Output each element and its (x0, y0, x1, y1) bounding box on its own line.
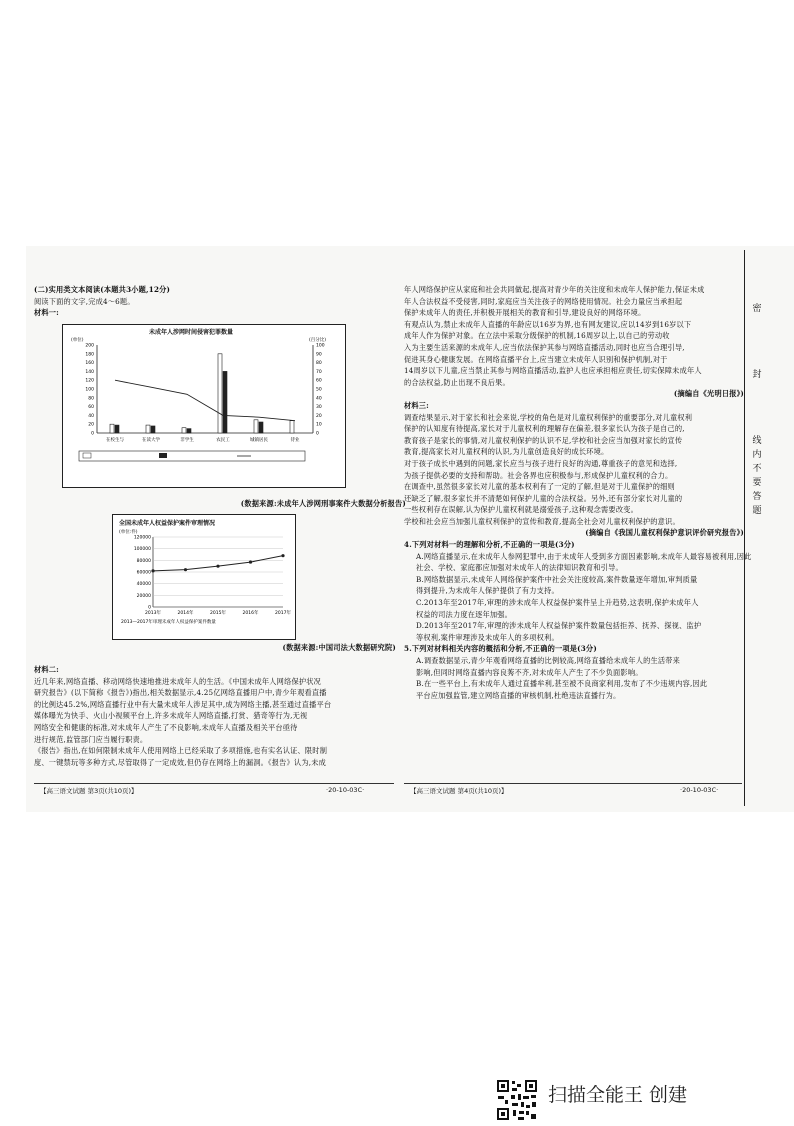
chart2-source-wrap (186, 642, 396, 654)
chart2-x-tick: 2017年 (275, 611, 291, 616)
chart1-y-tick: 20 (88, 422, 94, 428)
material2-line: 网络安全和健康的标准,对未成年人产生了不良影响,未成年人直播及相关平台亟待 (34, 722, 298, 732)
material2-line: 度、一键禁玩等多种方式,尽管取得了一定成效,但仍存在网络上的漏洞。《报告》认为,未成 (34, 757, 326, 767)
binder-char: 题 (752, 506, 762, 516)
right-page (404, 284, 752, 701)
material2-line: 《报告》指出,在如何限制未成年人使用网络上已经采取了多项措施,也有实名认证、限时制 (34, 746, 328, 756)
instruction-text: 阅读下面的文字,完成4～6题。 (34, 296, 135, 306)
chart1-source-wrap (176, 498, 406, 510)
material3-line: 教育,提高家长对儿童权利的认识,为儿童创造良好的成长环境。 (404, 447, 609, 457)
chart1-source: (数据来源:未成年人涉网刑事案件大数据分析报告) (240, 499, 406, 508)
right-footer-code: ·20-10-03C· (680, 786, 719, 794)
material3-line: 为孩子提供必要的支持和帮助。社会各界也应积极参与,形成保护儿童权利的合力。 (404, 470, 673, 480)
right-top-line: 有观点认为,禁止未成年人直播的年龄应以16岁为界,也有网友建议,应以14岁到16岁以下 (404, 319, 692, 329)
material2-line: 近几年来,网络直播、移动网络快速地推进未成年人的生活。《中国未成年人网络保护状况 (34, 676, 322, 686)
right-top-line: 的合法权益,防止出现不良后果。 (404, 377, 510, 387)
left-footer-page: 【高三语文试题 第3页(共10页)】 (40, 787, 138, 795)
chart1-y2-tick: 30 (316, 405, 322, 411)
right-top-line: 年人合法权益不受侵害,同时,家庭应当关注孩子的网络使用情况。社会力量应当承担起 (404, 296, 683, 306)
chart1-y-tick: 120 (85, 378, 94, 384)
qr-code-icon (495, 1078, 539, 1122)
chart2-y-tick: 20000 (136, 593, 151, 599)
scanner-brand-text: 扫描全能王 创建 (548, 1084, 688, 1106)
chart1-y2-tick: 20 (316, 413, 322, 419)
chart2-source: (数据来源:中国司法大数据研究院) (282, 643, 396, 652)
chart1-y-tick: 180 (85, 352, 94, 358)
material3-line: 对于孩子成长中遇到的问题,家长应当与孩子进行良好的沟通,尊重孩子的意见和选择, (404, 458, 678, 468)
right-top-line: 保护未成年人的责任,并积极开展相关的教育和引导,建设良好的网络环境。 (404, 308, 646, 318)
material2-source: (摘编自《光明日报》) (673, 389, 744, 399)
chart1-bar (182, 428, 186, 433)
chart1-y2-tick: 70 (316, 369, 322, 375)
binder-char: 要 (752, 478, 762, 488)
section-heading: (二)实用类文本阅读(本题共3小题,12分) (34, 285, 171, 294)
chart2-x-tick: 2014年 (177, 611, 194, 616)
chart1-x-tick: 在读大学 (142, 438, 160, 443)
chart1-bar (254, 420, 258, 433)
material2-label: 材料二: (34, 665, 60, 674)
chart1-legend-swatch (83, 453, 91, 458)
chart1-y2-tick: 60 (316, 378, 322, 384)
chart2-svg (113, 515, 295, 639)
chart2-series-line (153, 556, 283, 571)
right-top-line: 促进其身心健康发展。在网络直播平台上,应当建立未成年人识别和保护机制,对于 (404, 354, 668, 364)
chart1-bar (115, 425, 119, 433)
chart1-title: 未成年人涉网时间侵害犯罪数量 (149, 329, 234, 336)
chart1-y-tick: 140 (85, 369, 94, 375)
right-top-line: 年人网络保护应从家庭和社会共同做起,提高对青少年的关注度和未成年人保护能力,保证未成 (404, 285, 705, 294)
question4-option: B.网络数据显示,未成年人网络保护案件中社会关注度较高,案件数量逐年增加,审判质量 (416, 574, 698, 584)
chart2-y-tick: 60000 (136, 570, 151, 576)
material2-line: 进行规范,监管部门应当履行职责。 (34, 734, 148, 744)
chart2-y-label: (单位:件) (119, 530, 138, 535)
left-page (34, 284, 394, 319)
chart1-bar (146, 425, 150, 433)
chart1-y2-tick: 100 (316, 343, 325, 349)
material3-line: 还缺乏了解,很多家长并不清楚如何保护儿童的合法权益。另外,还有部分家长对儿童的 (404, 493, 683, 503)
chart1-svg (63, 325, 345, 487)
chart1-y-tick: 80 (88, 396, 94, 402)
chart2-title: 全国未成年人权益保护案件审理情况 (119, 520, 216, 527)
left-footer-code: ·20-10-03C· (326, 786, 365, 794)
material3-line: 调查结果显示,对于家长和社会来说,学校的角色是对儿童权利保护的重要部分,对儿童权利 (404, 412, 693, 422)
chart1-trend-line (115, 380, 295, 420)
chart1-y-tick: 60 (88, 405, 94, 411)
chart1-bar (110, 424, 114, 433)
chart1-bar (290, 421, 294, 433)
binder-char: 线 (752, 436, 762, 446)
chart1-y-tick: 0 (91, 431, 94, 437)
chart1-x-tick: 非学生 (180, 438, 194, 443)
chart1-x-tick: 农民工 (216, 438, 230, 443)
chart1-y-tick: 200 (85, 343, 94, 349)
chart1-y2-tick: 40 (316, 396, 322, 402)
chart2-x-tick: 2016年 (242, 611, 259, 616)
right-top-line: 入为主要生活来源的未成年人,应当依法保护其参与网络直播活动,同时也应当合理引导, (404, 342, 685, 352)
chart2-x-tick: 2013年 (145, 611, 161, 616)
chart2-y-tick: 100000 (133, 547, 151, 553)
chart2-note: 2013—2017年审理未成年人权益保护案件数量 (121, 620, 216, 625)
material3-line: 一些权利存在误解,认为保护儿童权利就是溺爱孩子,这种观念需要改变。 (404, 505, 638, 515)
chart1-y-tick: 100 (85, 387, 94, 393)
material3-line: 学校和社会应当加强儿童权利保护的宣传和教育,提高全社会对儿童权利保护的意识。 (404, 516, 680, 526)
chart1-y-tick: 40 (88, 413, 94, 419)
chart1-y2-tick: 90 (316, 352, 322, 358)
binding-margin (744, 250, 769, 806)
chart1-y-label: (单位) (71, 338, 84, 343)
chart1-bar (187, 429, 191, 433)
chart1-y-tick: 160 (85, 361, 94, 367)
chart-crime-count (62, 324, 346, 488)
right-top-line: 14周岁以下儿童,应当禁止其参与网络直播活动,监护人也应承担相应责任,切实保障未成年人 (404, 366, 702, 376)
chart1-bar (218, 354, 222, 433)
material3-source: (摘编自《我国儿童权利保护意识评价研究报告》) (585, 528, 744, 538)
material3-line: 在调查中,虽然很多家长对儿童的基本权利有了一定的了解,但是对于儿童保护的细则 (404, 482, 675, 492)
chart1-y2-tick: 10 (316, 422, 322, 428)
material1-label: 材料一: (34, 308, 60, 318)
chart2-y-tick: 40000 (136, 582, 151, 588)
chart1-y2-tick: 80 (316, 361, 322, 367)
binder-char: 答 (752, 492, 762, 502)
question5-stem: 5.下列对材料相关内容的概括和分析,不正确的一项是(3分) (404, 644, 597, 654)
question5-option: 平台应加强监管,建立网络直播的审核机制,杜绝违法直播行为。 (416, 690, 621, 700)
question4-option: 等权利,案件审理涉及未成年人的多项权利。 (416, 632, 559, 642)
binder-char: 封 (752, 370, 762, 380)
chart-case-trend (112, 514, 296, 640)
chart1-y2-tick: 0 (316, 431, 319, 437)
chart2-y-tick: 80000 (136, 558, 151, 564)
material2-line: 研究报告》(以下简称《报告》)指出,相关数据显示,4.25亿网络直播用户中,青少年观看直播 (34, 688, 327, 698)
question4-option: 权益的司法力度在逐年加强。 (416, 609, 513, 619)
question4-option: C.2013年至2017年,审理的涉未成年人权益保护案件呈上升趋势,这表明,保护未成年人 (416, 598, 699, 608)
chart1-x-tick: 在校生与 (106, 438, 124, 443)
binder-char: 内 (752, 450, 762, 460)
chart2-x-tick: 2015年 (210, 611, 226, 616)
chart2-y-tick: 0 (148, 605, 151, 611)
chart1-y2-label: (百分比) (309, 338, 327, 343)
question4-option: A.网络直播显示,在未成年人参网犯罪中,由于未成年人受到多方面因素影响,未成年人最容易被利用,因此 (416, 551, 752, 561)
material2-line: 媒体曝光为快手、火山小视频平台上,许多未成年人网络直播,打赏、猎奇等行为,无视 (34, 711, 308, 721)
chart1-bar (151, 426, 155, 433)
right-footer-page: 【高三语文试题 第4页(共10页)】 (410, 787, 508, 795)
material3-line: 保护的认知度有待提高,家长对于儿童权利的理解存在偏差,很多家长认为孩子是自己的, (404, 424, 685, 434)
chart1-y2-tick: 50 (316, 387, 322, 393)
chart1-legend-swatch (159, 453, 167, 458)
question5-option: A.调查数据显示,青少年观看网络直播的比例较高,网络直播给未成年人的生活带来 (416, 656, 681, 665)
chart1-legend-box (79, 451, 305, 461)
binder-char: 不 (752, 464, 762, 474)
chart1-bar (223, 371, 227, 433)
chart1-x-tick: 城镇居民 (250, 438, 268, 443)
question4-option: 得到提升,为未成年人保护提供了有力支持。 (416, 586, 559, 596)
material2-line: 的比例达45.2%,网络直播行业中有大量未成年人涉足其中,成为网络主播,甚至通过直播平台 (34, 699, 332, 709)
question5-option: 影响,但同时网络直播内容良莠不齐,对未成年人产生了不少负面影响。 (416, 667, 643, 677)
material3-line: 教育孩子是家长的事情,对儿童权利保护的认识不足,学校和社会应当加强对家长的宣传 (404, 435, 683, 445)
material2-block (34, 664, 394, 768)
question5-option: B.在一些平台上,有未成年人通过直播牟利,甚至被不良商家利用,发布了不少违规内容,因此 (416, 679, 708, 689)
question4-stem: 4.下列对材料一的理解和分析,不正确的一项是(3分) (404, 540, 575, 550)
material3-label: 材料三: (404, 400, 430, 410)
chart2-y-tick: 120000 (133, 535, 151, 541)
chart1-bar (259, 422, 263, 433)
chart1-x-tick: 待业 (290, 438, 300, 443)
question4-option: 社会、学校、家庭都应加强对未成年人的法律知识教育和引导。 (416, 563, 623, 573)
binder-char: 密 (752, 304, 762, 314)
question4-option: D.2013年至2017年,审理的涉未成年人权益保护案件数量包括拒养、抚养、探视、监护 (416, 621, 702, 631)
right-top-line: 成年人作为保护对象。在立法中采取分级保护的机制,16周岁以上,以自己的劳动收 (404, 331, 670, 341)
